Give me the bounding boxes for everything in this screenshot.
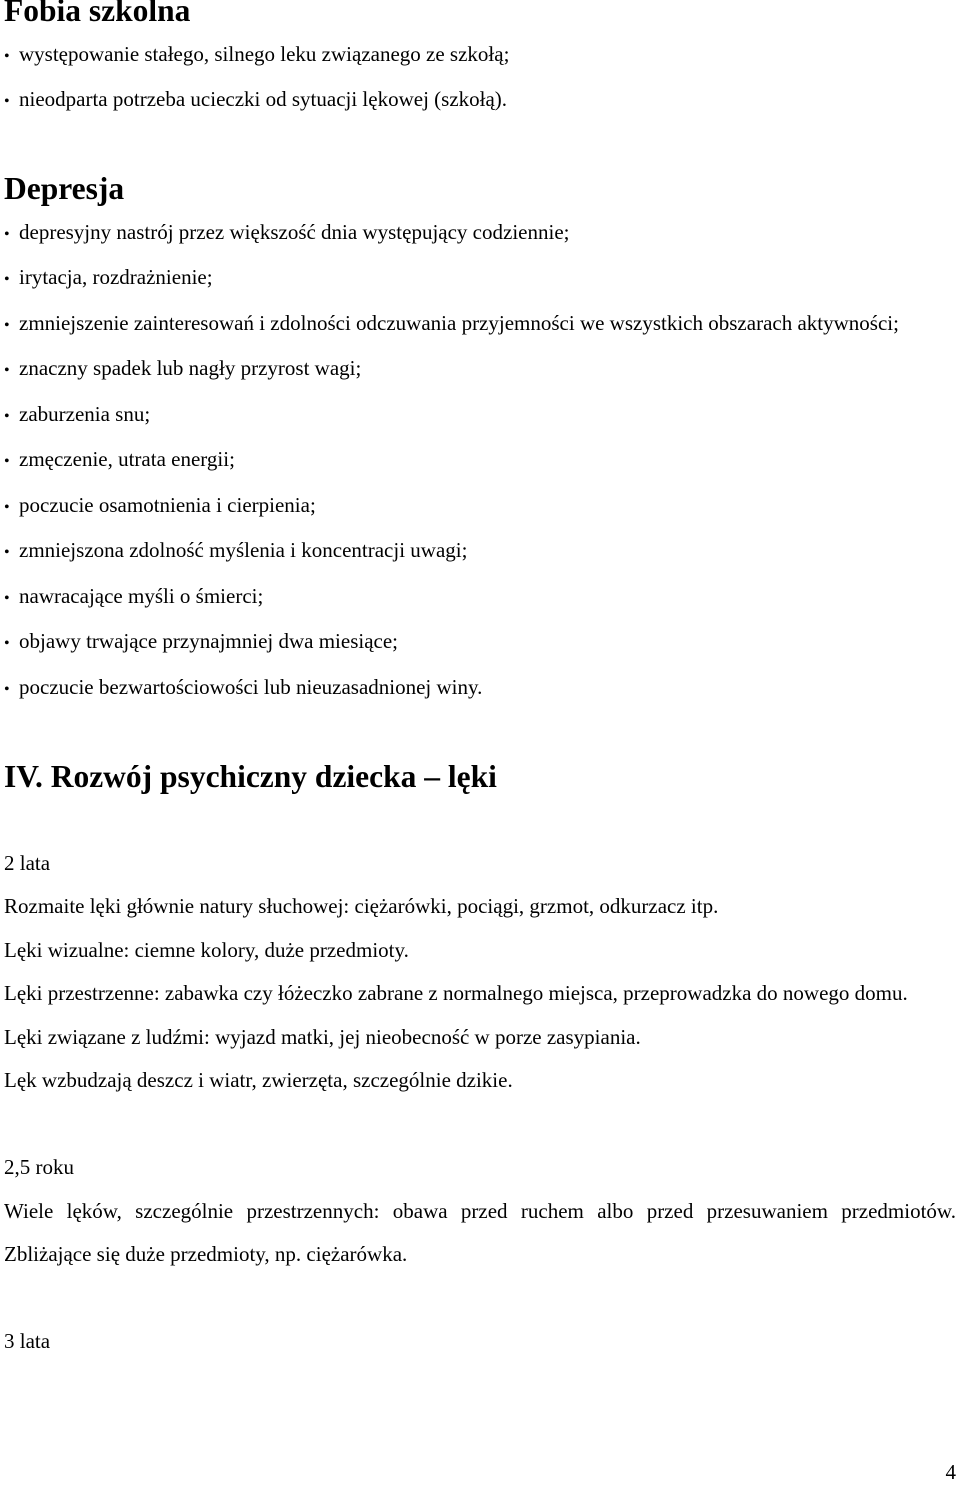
list-item: • irytacja, rozdrażnienie; [4, 256, 956, 302]
paragraph: Lęki wizualne: ciemne kolory, duże przedmioty. [4, 937, 409, 962]
bullet-icon: • [4, 544, 10, 561]
spacer [4, 124, 956, 168]
section-title-iv: IV. Rozwój psychiczny dziecka – lęki [4, 758, 497, 794]
spacer [4, 1277, 956, 1321]
spacer [4, 1103, 956, 1147]
bullet-icon: • [4, 407, 10, 425]
bullet-icon: • [4, 362, 10, 379]
list-item: • poczucie bezwartościowości lub nieuzasadnionej winy. [4, 666, 956, 712]
document-page [4, 0, 956, 1364]
page-number: 4 [945, 1460, 956, 1484]
list-item: • zaburzenia snu; [4, 393, 956, 439]
age-label-3: 3 lata [4, 1329, 51, 1353]
list-item: • znaczny spadek lub nagły przyrost wagi; [4, 347, 956, 393]
bullet-icon: • [4, 47, 10, 65]
list-item: • nawracające myśli o śmierci; [4, 575, 956, 621]
bullet-icon: • [4, 225, 10, 243]
depresja-list [4, 211, 956, 712]
age-label-2-5: 2,5 roku [4, 1155, 74, 1179]
paragraph: Lęk wzbudzają deszcz i wiatr, zwierzęta, szczególnie dzikie. [4, 1068, 513, 1092]
section-title-fobia: Fobia szkolna [4, 0, 191, 28]
bullet-icon: • [4, 93, 10, 110]
spacer [4, 711, 956, 755]
bullet-icon: • [4, 453, 10, 470]
list-item: • nieodparta potrzeba ucieczki od sytuacji lękowej (szkołą). [4, 78, 956, 124]
fobia-list [4, 33, 956, 124]
list-item: • zmęczenie, utrata energii; [4, 438, 956, 484]
paragraph: Rozmaite lęki głównie natury słuchowej: ciężarówki, pociągi, grzmot, odkurzacz itp. [4, 894, 719, 918]
bullet-icon: • [4, 498, 10, 516]
age-label-2: 2 lata [4, 850, 51, 875]
list-item: • depresyjny nastrój przez większość dnia występujący codziennie; [4, 211, 956, 257]
paragraph: Lęki przestrzenne: zabawka czy łóżeczko zabrane z normalnego miejsca, przeprowadzka do nowego domu. [4, 981, 908, 1005]
list-item: • zmniejszona zdolność myślenia i koncentracji uwagi; [4, 529, 956, 575]
list-item: • poczucie osamotnienia i cierpienia; [4, 484, 956, 530]
paragraph: Lęki związane z ludźmi: wyjazd matki, jej nieobecność w porze zasypiania. [4, 1024, 641, 1049]
bullet-icon: • [4, 680, 10, 698]
bullet-icon: • [4, 316, 10, 334]
bullet-icon: • [4, 635, 10, 652]
bullet-icon: • [4, 271, 10, 288]
bullet-icon: • [4, 589, 10, 607]
spacer [4, 798, 956, 842]
paragraph: Wiele lęków, szczególnie przestrzennych: obawa przed ruchem albo przed przesuwaniem przedmiotów. Zbliżające się duże przedmioty, np. ciężarówka. [4, 1198, 956, 1266]
list-item: • występowanie stałego, silnego leku związanego ze szkołą; [4, 33, 956, 79]
section-title-depresja: Depresja [4, 171, 125, 206]
list-item: • objawy trwające przynajmniej dwa miesiące; [4, 620, 956, 666]
list-item: • zmniejszenie zainteresowań i zdolności odczuwania przyjemności we wszystkich obszarach aktywności; [4, 302, 956, 348]
